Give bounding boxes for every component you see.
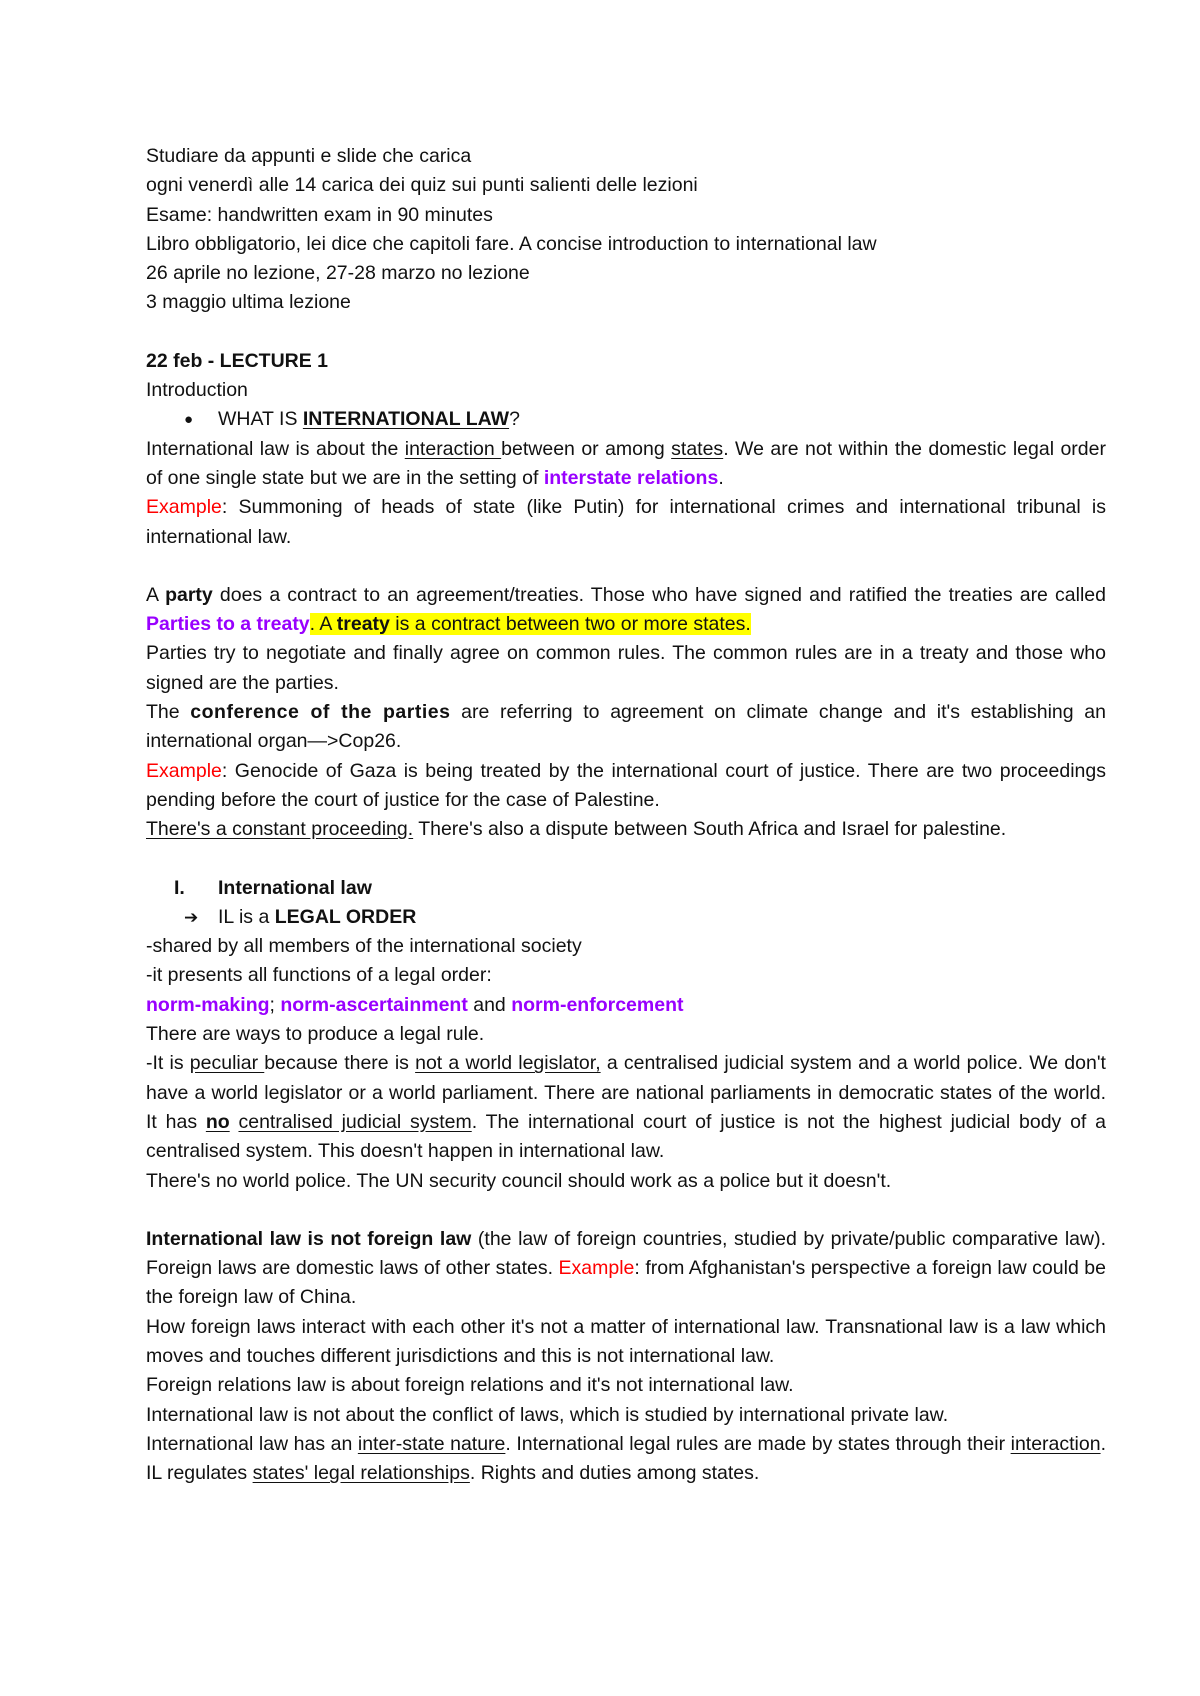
text-run: INTERNATIONAL LAW [302,408,510,431]
text-run: ; [269,993,281,1016]
paragraph [146,1430,1106,1489]
text-run: treaty [336,613,390,636]
function-list [146,991,1106,1020]
paragraph: Parties try to negotiate and finally agree on common rules. The common rules are in a treaty and those who signed are the parties. [146,642,1106,694]
text-run: A [146,583,166,606]
text-run: a centralised judicial system and a world police. We don't have a world legislator or a world parliament. There are national parliaments in democratic states of the world. It has [146,1052,1106,1133]
paragraph: There's no world police. The UN security council should work as a police but it doesn't. [146,1169,892,1192]
text-run: The [146,701,191,724]
document-page [146,142,1106,1488]
text-run: : Genocide of Gaza is being treated by the international court of justice. There are two proceedings pending before the court of justice for the case of Palestine. [146,759,1106,811]
text-run: between or among [501,437,672,460]
text-run: norm-enforcement [511,993,684,1016]
text-run: norm-ascertainment [280,993,468,1016]
text-run: states [671,437,724,460]
text-run: International law has an [146,1432,358,1455]
intro-line: Studiare da appunti e slide che carica [146,145,472,167]
intro-line: Esame: handwritten exam in 90 minutes [146,203,493,226]
intro-line: ogni venerdì alle 14 carica dei quiz sui punti salienti delle lezioni [146,174,698,197]
example-label: Example [558,1257,635,1280]
text-run: centralised judicial system [238,1110,472,1133]
arrow-item [146,903,1106,932]
example-paragraph [146,757,1106,816]
text-run: interaction [404,437,502,460]
text-run: states' legal relationships [252,1462,470,1485]
text-run: : Summoning of heads of state (like Putin) for international crimes and international tribunal is international law. [146,496,1106,548]
paragraph: International law is not about the conflict of laws, which is studied by international private law. [146,1403,949,1426]
text-run: interaction [1010,1432,1101,1455]
text-run: . International legal rules are made by states through their [505,1432,1011,1455]
text-run: IL is a [218,905,275,928]
intro-line: 3 maggio ultima lezione [146,291,351,314]
bullet-icon: ● [184,411,194,429]
text-run: International law is not foreign law [146,1227,472,1250]
paragraph [146,1225,1106,1313]
text-run: does a contract to an agreement/treaties. Those who have signed and ratified the treaties are called [212,583,1106,606]
text-run: party [165,583,213,606]
paragraph [146,435,1106,494]
paragraph [146,815,1106,844]
example-label: Example [146,496,222,519]
text-run: . [718,466,724,489]
text-run: I. [174,876,185,899]
lecture-heading: 22 feb - LECTURE 1 [146,349,329,372]
text-run: ? [509,408,520,431]
intro-line: Libro obbligatorio, lei dice che capitoli fare. A concise introduction to international law [146,232,877,255]
text-run: because there is [264,1052,416,1075]
text-run: LEGAL ORDER [274,905,417,928]
text-run: International law is about the [146,437,405,460]
text-run: . The international court of justice is not the highest judicial body of a centralised system. This doesn't happen in international law. [146,1110,1106,1163]
text-run: (the law of foreign countries, studied by private/public comparative law). Foreign laws are domestic laws of other states. [146,1227,1106,1280]
list-line: -shared by all members of the international society [146,935,582,958]
text-run: . A [309,613,337,636]
section-heading [146,874,1106,903]
text-run: not a world legislator, [415,1052,601,1075]
list-line: -it presents all functions of a legal order: [146,964,492,987]
text-run: There's a constant proceeding. [146,818,414,841]
text-run: International law [218,876,372,899]
paragraph [146,698,1106,757]
text-run: norm-making [146,993,270,1016]
text-run: . IL regulates [146,1432,1106,1485]
text-run: . We are not within the domestic legal order of one single state but we are in the setting of [146,437,1106,489]
intro-line: 26 aprile no lezione, 27-28 marzo no lezione [146,262,530,285]
text-run: no [205,1110,230,1133]
text-run: . Rights and duties among states. [469,1462,760,1485]
lecture-subheading: Introduction [146,379,248,402]
paragraph: Foreign relations law is about foreign relations and it's not international law. [146,1374,794,1397]
highlighted-text: is a contract between two or more states. [389,613,751,636]
text-run: inter-state nature [357,1432,506,1455]
bullet-item [146,405,1106,434]
arrow-icon: ➔ [184,907,199,927]
text-run: WHAT IS [218,408,303,431]
text-run: -It is [146,1052,190,1075]
paragraph [146,581,1106,640]
text-run: There's also a dispute between South Africa and Israel for palestine. [413,818,1007,841]
text-run: conference of the parties [190,701,451,724]
text-run: : from Afghanistan's perspective a foreign law could be the foreign law of China. [146,1257,1106,1309]
text-run: and [467,993,512,1016]
text-run: are referring to agreement on climate change and it's establishing an international organ—>Cop26. [146,701,1106,753]
text-run: interstate relations [543,466,719,489]
text-run: peculiar [189,1052,265,1075]
paragraph [146,1049,1106,1166]
example-label: Example [146,759,222,782]
text-run: Parties to a treaty [146,613,310,636]
paragraph: How foreign laws interact with each other it's not a matter of international law. Transnational law is a law which moves and touches different jurisdictions and this is not international law. [146,1315,1106,1367]
list-line: There are ways to produce a legal rule. [146,1023,485,1046]
example-paragraph [146,493,1106,552]
